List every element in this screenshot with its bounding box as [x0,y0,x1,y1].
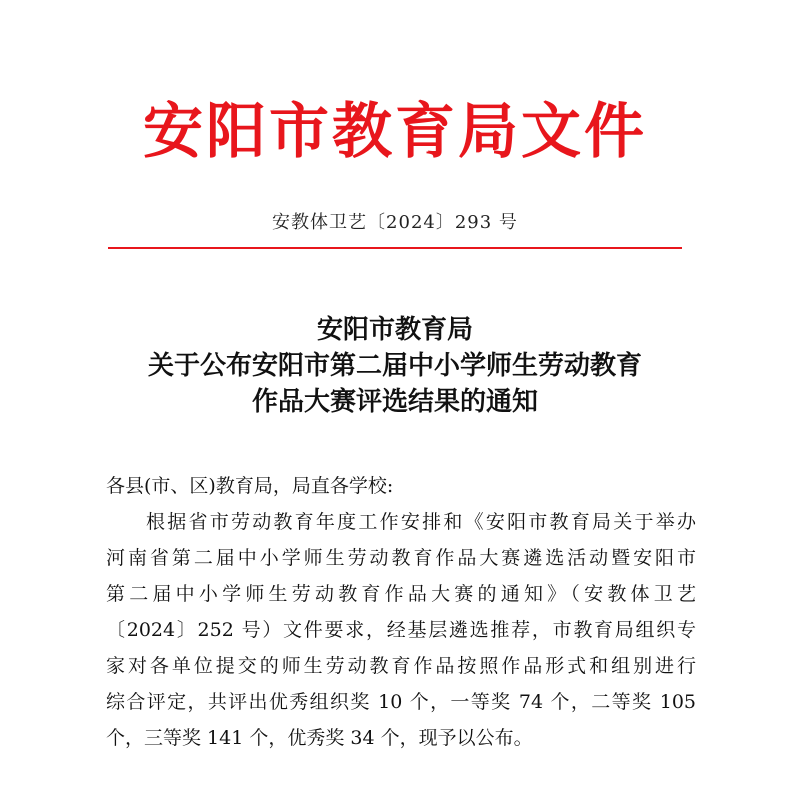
paragraph-line: 家对各单位提交的师生劳动教育作品按照作品形式和组别进行 [106,655,696,677]
paragraph-line: 河南省第二届中小学师生劳动教育作品大赛遴选活动暨安阳市 [106,547,696,569]
notice-body [106,468,696,756]
red-divider-line [108,247,682,249]
notice-title-line-3: 作品大赛评选结果的通知 [251,387,538,417]
notice-title [0,312,790,420]
notice-title-line-1: 安阳市教育局 [316,315,473,345]
document-number: 安教体卫艺〔2024〕293 号 [272,212,518,233]
document-masthead: 安阳市教育局文件 [143,97,647,167]
paragraph-line: 根据省市劳动教育年度工作安排和《安阳市教育局关于举办 [146,511,696,533]
paragraph-line: 第二届中小学师生劳动教育作品大赛的通知》（安教体卫艺 [106,583,696,605]
notice-title-line-2: 关于公布安阳市第二届中小学师生劳动教育 [147,351,642,381]
salutation: 各县(市、区)教育局，局直各学校: [106,475,394,497]
paragraph-line: 综合评定，共评出优秀组织奖 10 个，一等奖 74 个，二等奖 105 [106,691,696,713]
paragraph-line: 〔2024〕252 号）文件要求，经基层遴选推荐，市教育局组织专 [106,619,696,641]
paragraph-line: 个，三等奖 141 个，优秀奖 34 个，现予以公布。 [106,727,533,749]
